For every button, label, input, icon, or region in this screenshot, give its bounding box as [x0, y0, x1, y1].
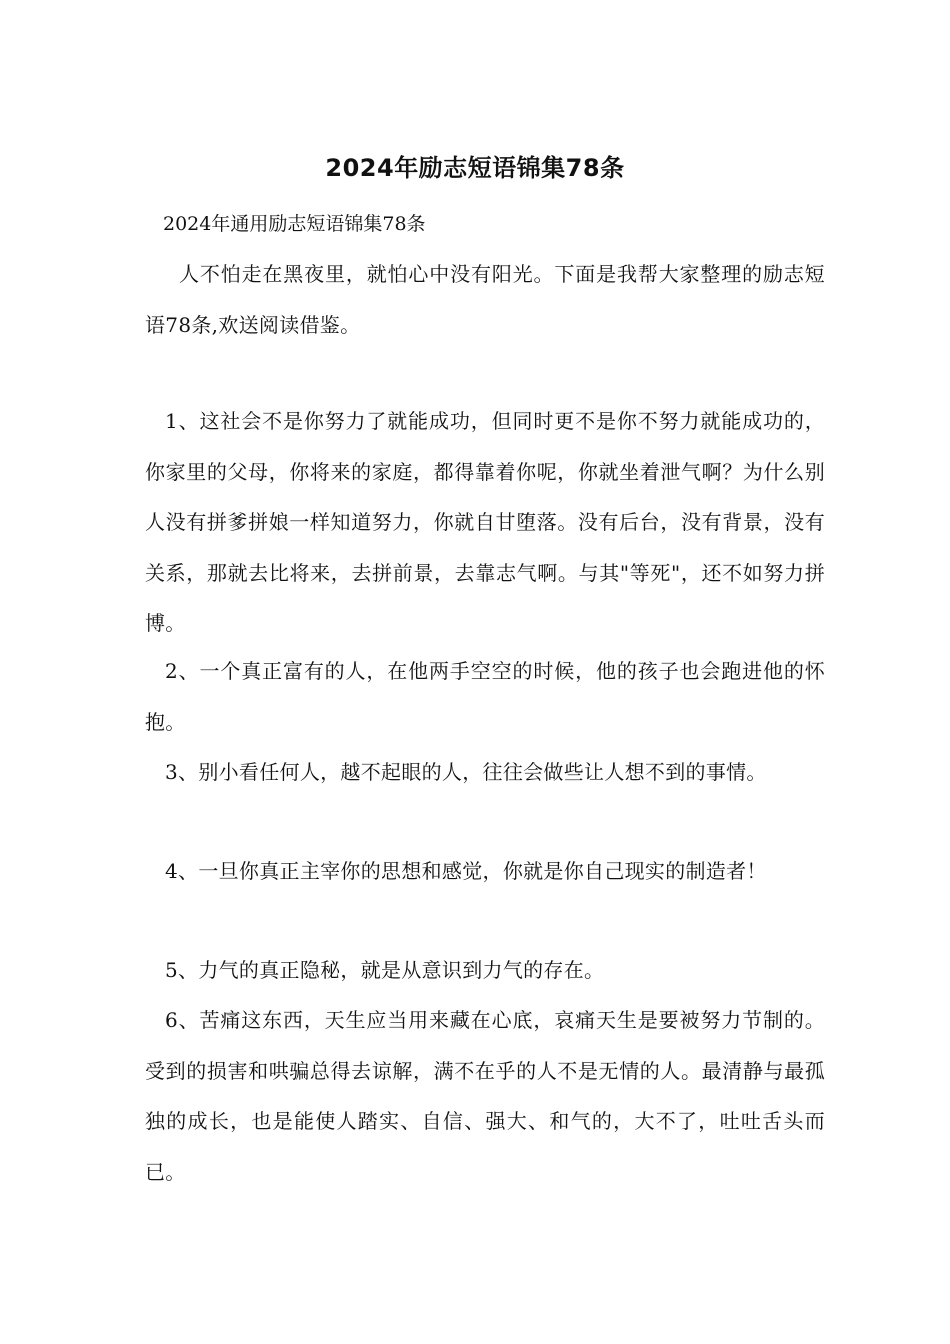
list-item: 2、一个真正富有的人，在他两手空空的时候，他的孩子也会跑进他的怀抱。 [145, 659, 825, 734]
document-subtitle: 2024年通用励志短语锦集78条 [163, 213, 426, 235]
list-item: 3、别小看任何人，越不起眼的人，往往会做些让人想不到的事情。 [165, 760, 767, 784]
list-item: 1、这社会不是你努力了就能成功，但同时更不是你不努力就能成功的，你家里的父母，你将来的家庭，都得靠着你呢，你就坐着泄气啊？为什么别人没有拼爹拼娘一样知道努力，你就自甘堕落。没有后台，没有背景，没有关系，那就去比将来，去拼前景，去靠志气啊。与其"等死"，还不如努力拼博。 [145, 409, 825, 635]
intro-paragraph: 人不怕走在黑夜里，就怕心中没有阳光。下面是我帮大家整理的励志短语78条,欢送阅读借鉴。 [145, 262, 825, 337]
list-item: 5、力气的真正隐秘，就是从意识到力气的存在。 [165, 958, 605, 982]
document-title: 2024年励志短语锦集78条 [325, 154, 625, 182]
list-item: 4、一旦你真正主宰你的思想和感觉，你就是你自己现实的制造者！ [165, 859, 767, 883]
list-item: 6、苦痛这东西，天生应当用来藏在心底，哀痛天生是要被努力节制的。受到的损害和哄骗总得去谅解，满不在乎的人不是无情的人。最清静与最孤独的成长，也是能使人踏实、自信、强大、和气的，大不了，吐吐舌头而已。 [145, 1008, 825, 1184]
